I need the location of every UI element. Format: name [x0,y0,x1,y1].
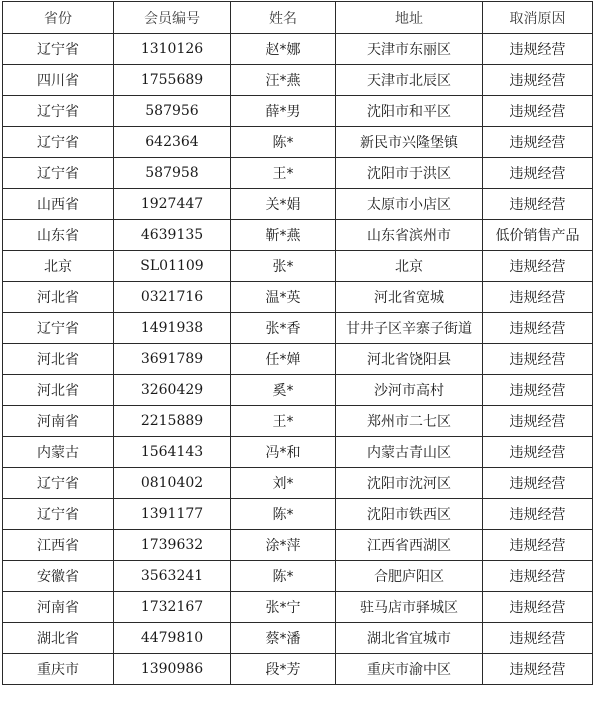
member-id-cell: 1927447 [114,189,231,220]
cancel-reason-cell: 违规经营 [483,127,593,158]
name-cell: 奚* [231,375,336,406]
table-row [3,406,593,437]
cancel-reason-cell: 违规经营 [483,623,593,654]
table-row [3,530,593,561]
name-cell: 王* [231,406,336,437]
province-cell: 辽宁省 [3,313,114,344]
header-address: 地址 [336,2,483,34]
header-cancel-reason: 取消原因 [483,2,593,34]
address-cell: 沈阳市铁西区 [336,499,483,530]
province-cell: 河北省 [3,375,114,406]
province-cell: 辽宁省 [3,127,114,158]
address-cell: 湖北省宜城市 [336,623,483,654]
table-row [3,592,593,623]
province-cell: 辽宁省 [3,158,114,189]
name-cell: 刘* [231,468,336,499]
cancel-reason-cell: 违规经营 [483,344,593,375]
cancel-reason-cell: 违规经营 [483,654,593,685]
address-cell: 沈阳市沈河区 [336,468,483,499]
member-id-cell: 1739632 [114,530,231,561]
cancel-reason-cell: 违规经营 [483,313,593,344]
address-cell: 新民市兴隆堡镇 [336,127,483,158]
table-row [3,96,593,127]
member-id-cell: 587958 [114,158,231,189]
table-header-row [3,2,593,34]
cancel-reason-cell: 违规经营 [483,499,593,530]
province-cell: 河南省 [3,592,114,623]
address-cell: 合肥庐阳区 [336,561,483,592]
address-cell: 河北省饶阳县 [336,344,483,375]
member-id-cell: 1391177 [114,499,231,530]
member-id-cell: 3691789 [114,344,231,375]
member-id-cell: 1491938 [114,313,231,344]
cancel-reason-cell: 违规经营 [483,282,593,313]
address-cell: 重庆市渝中区 [336,654,483,685]
member-id-cell: 0321716 [114,282,231,313]
address-cell: 内蒙古青山区 [336,437,483,468]
name-cell: 任*婵 [231,344,336,375]
member-id-cell: 1755689 [114,65,231,96]
province-cell: 辽宁省 [3,468,114,499]
province-cell: 四川省 [3,65,114,96]
cancel-reason-cell: 违规经营 [483,65,593,96]
table-row [3,437,593,468]
cancel-reason-cell: 违规经营 [483,34,593,65]
address-cell: 山东省滨州市 [336,220,483,251]
name-cell: 关*娟 [231,189,336,220]
table-row [3,127,593,158]
province-cell: 安徽省 [3,561,114,592]
address-cell: 天津市北辰区 [336,65,483,96]
member-id-cell: 1732167 [114,592,231,623]
address-cell: 驻马店市驿城区 [336,592,483,623]
member-cancellation-table [2,1,593,685]
cancel-reason-cell: 违规经营 [483,189,593,220]
province-cell: 辽宁省 [3,34,114,65]
member-id-cell: 1390986 [114,654,231,685]
name-cell: 赵*娜 [231,34,336,65]
member-id-cell: SL01109 [114,251,231,282]
table-row [3,468,593,499]
province-cell: 河北省 [3,282,114,313]
table-row [3,654,593,685]
address-cell: 甘井子区辛寨子街道 [336,313,483,344]
name-cell: 张* [231,251,336,282]
member-id-cell: 0810402 [114,468,231,499]
address-cell: 郑州市二七区 [336,406,483,437]
province-cell: 辽宁省 [3,96,114,127]
table-row [3,220,593,251]
name-cell: 王* [231,158,336,189]
header-member-id: 会员编号 [114,2,231,34]
table-row [3,189,593,220]
member-id-cell: 4639135 [114,220,231,251]
province-cell: 重庆市 [3,654,114,685]
name-cell: 蔡*潘 [231,623,336,654]
table-row [3,623,593,654]
cancel-reason-cell: 违规经营 [483,530,593,561]
table-row [3,65,593,96]
table-row [3,561,593,592]
member-id-cell: 1310126 [114,34,231,65]
member-id-cell: 642364 [114,127,231,158]
province-cell: 河北省 [3,344,114,375]
cancel-reason-cell: 违规经营 [483,158,593,189]
province-cell: 江西省 [3,530,114,561]
member-id-cell: 587956 [114,96,231,127]
member-id-cell: 3563241 [114,561,231,592]
address-cell: 江西省西湖区 [336,530,483,561]
province-cell: 辽宁省 [3,499,114,530]
province-cell: 河南省 [3,406,114,437]
province-cell: 北京 [3,251,114,282]
name-cell: 靳*燕 [231,220,336,251]
name-cell: 陈* [231,561,336,592]
table-row [3,251,593,282]
province-cell: 山西省 [3,189,114,220]
cancel-reason-cell: 违规经营 [483,561,593,592]
member-id-cell: 4479810 [114,623,231,654]
member-id-cell: 2215889 [114,406,231,437]
cancel-reason-cell: 违规经营 [483,96,593,127]
province-cell: 山东省 [3,220,114,251]
name-cell: 薛*男 [231,96,336,127]
table-body [3,34,593,685]
province-cell: 内蒙古 [3,437,114,468]
address-cell: 沈阳市和平区 [336,96,483,127]
address-cell: 沙河市高村 [336,375,483,406]
cancel-reason-cell: 违规经营 [483,375,593,406]
name-cell: 陈* [231,499,336,530]
table-row [3,499,593,530]
member-id-cell: 3260429 [114,375,231,406]
cancel-reason-cell: 违规经营 [483,468,593,499]
cancel-reason-cell: 违规经营 [483,251,593,282]
table-row [3,375,593,406]
name-cell: 温*英 [231,282,336,313]
name-cell: 张*香 [231,313,336,344]
member-id-cell: 1564143 [114,437,231,468]
address-cell: 沈阳市于洪区 [336,158,483,189]
cancel-reason-cell: 低价销售产品 [483,220,593,251]
table-row [3,158,593,189]
name-cell: 段*芳 [231,654,336,685]
cancel-reason-cell: 违规经营 [483,592,593,623]
name-cell: 张*宁 [231,592,336,623]
name-cell: 涂*萍 [231,530,336,561]
address-cell: 天津市东丽区 [336,34,483,65]
cancel-reason-cell: 违规经营 [483,437,593,468]
province-cell: 湖北省 [3,623,114,654]
cancel-reason-cell: 违规经营 [483,406,593,437]
table-row [3,313,593,344]
header-province: 省份 [3,2,114,34]
table-row [3,344,593,375]
address-cell: 河北省宽城 [336,282,483,313]
address-cell: 北京 [336,251,483,282]
table-row [3,282,593,313]
header-name: 姓名 [231,2,336,34]
name-cell: 冯*和 [231,437,336,468]
address-cell: 太原市小店区 [336,189,483,220]
name-cell: 汪*燕 [231,65,336,96]
name-cell: 陈* [231,127,336,158]
table-row [3,34,593,65]
